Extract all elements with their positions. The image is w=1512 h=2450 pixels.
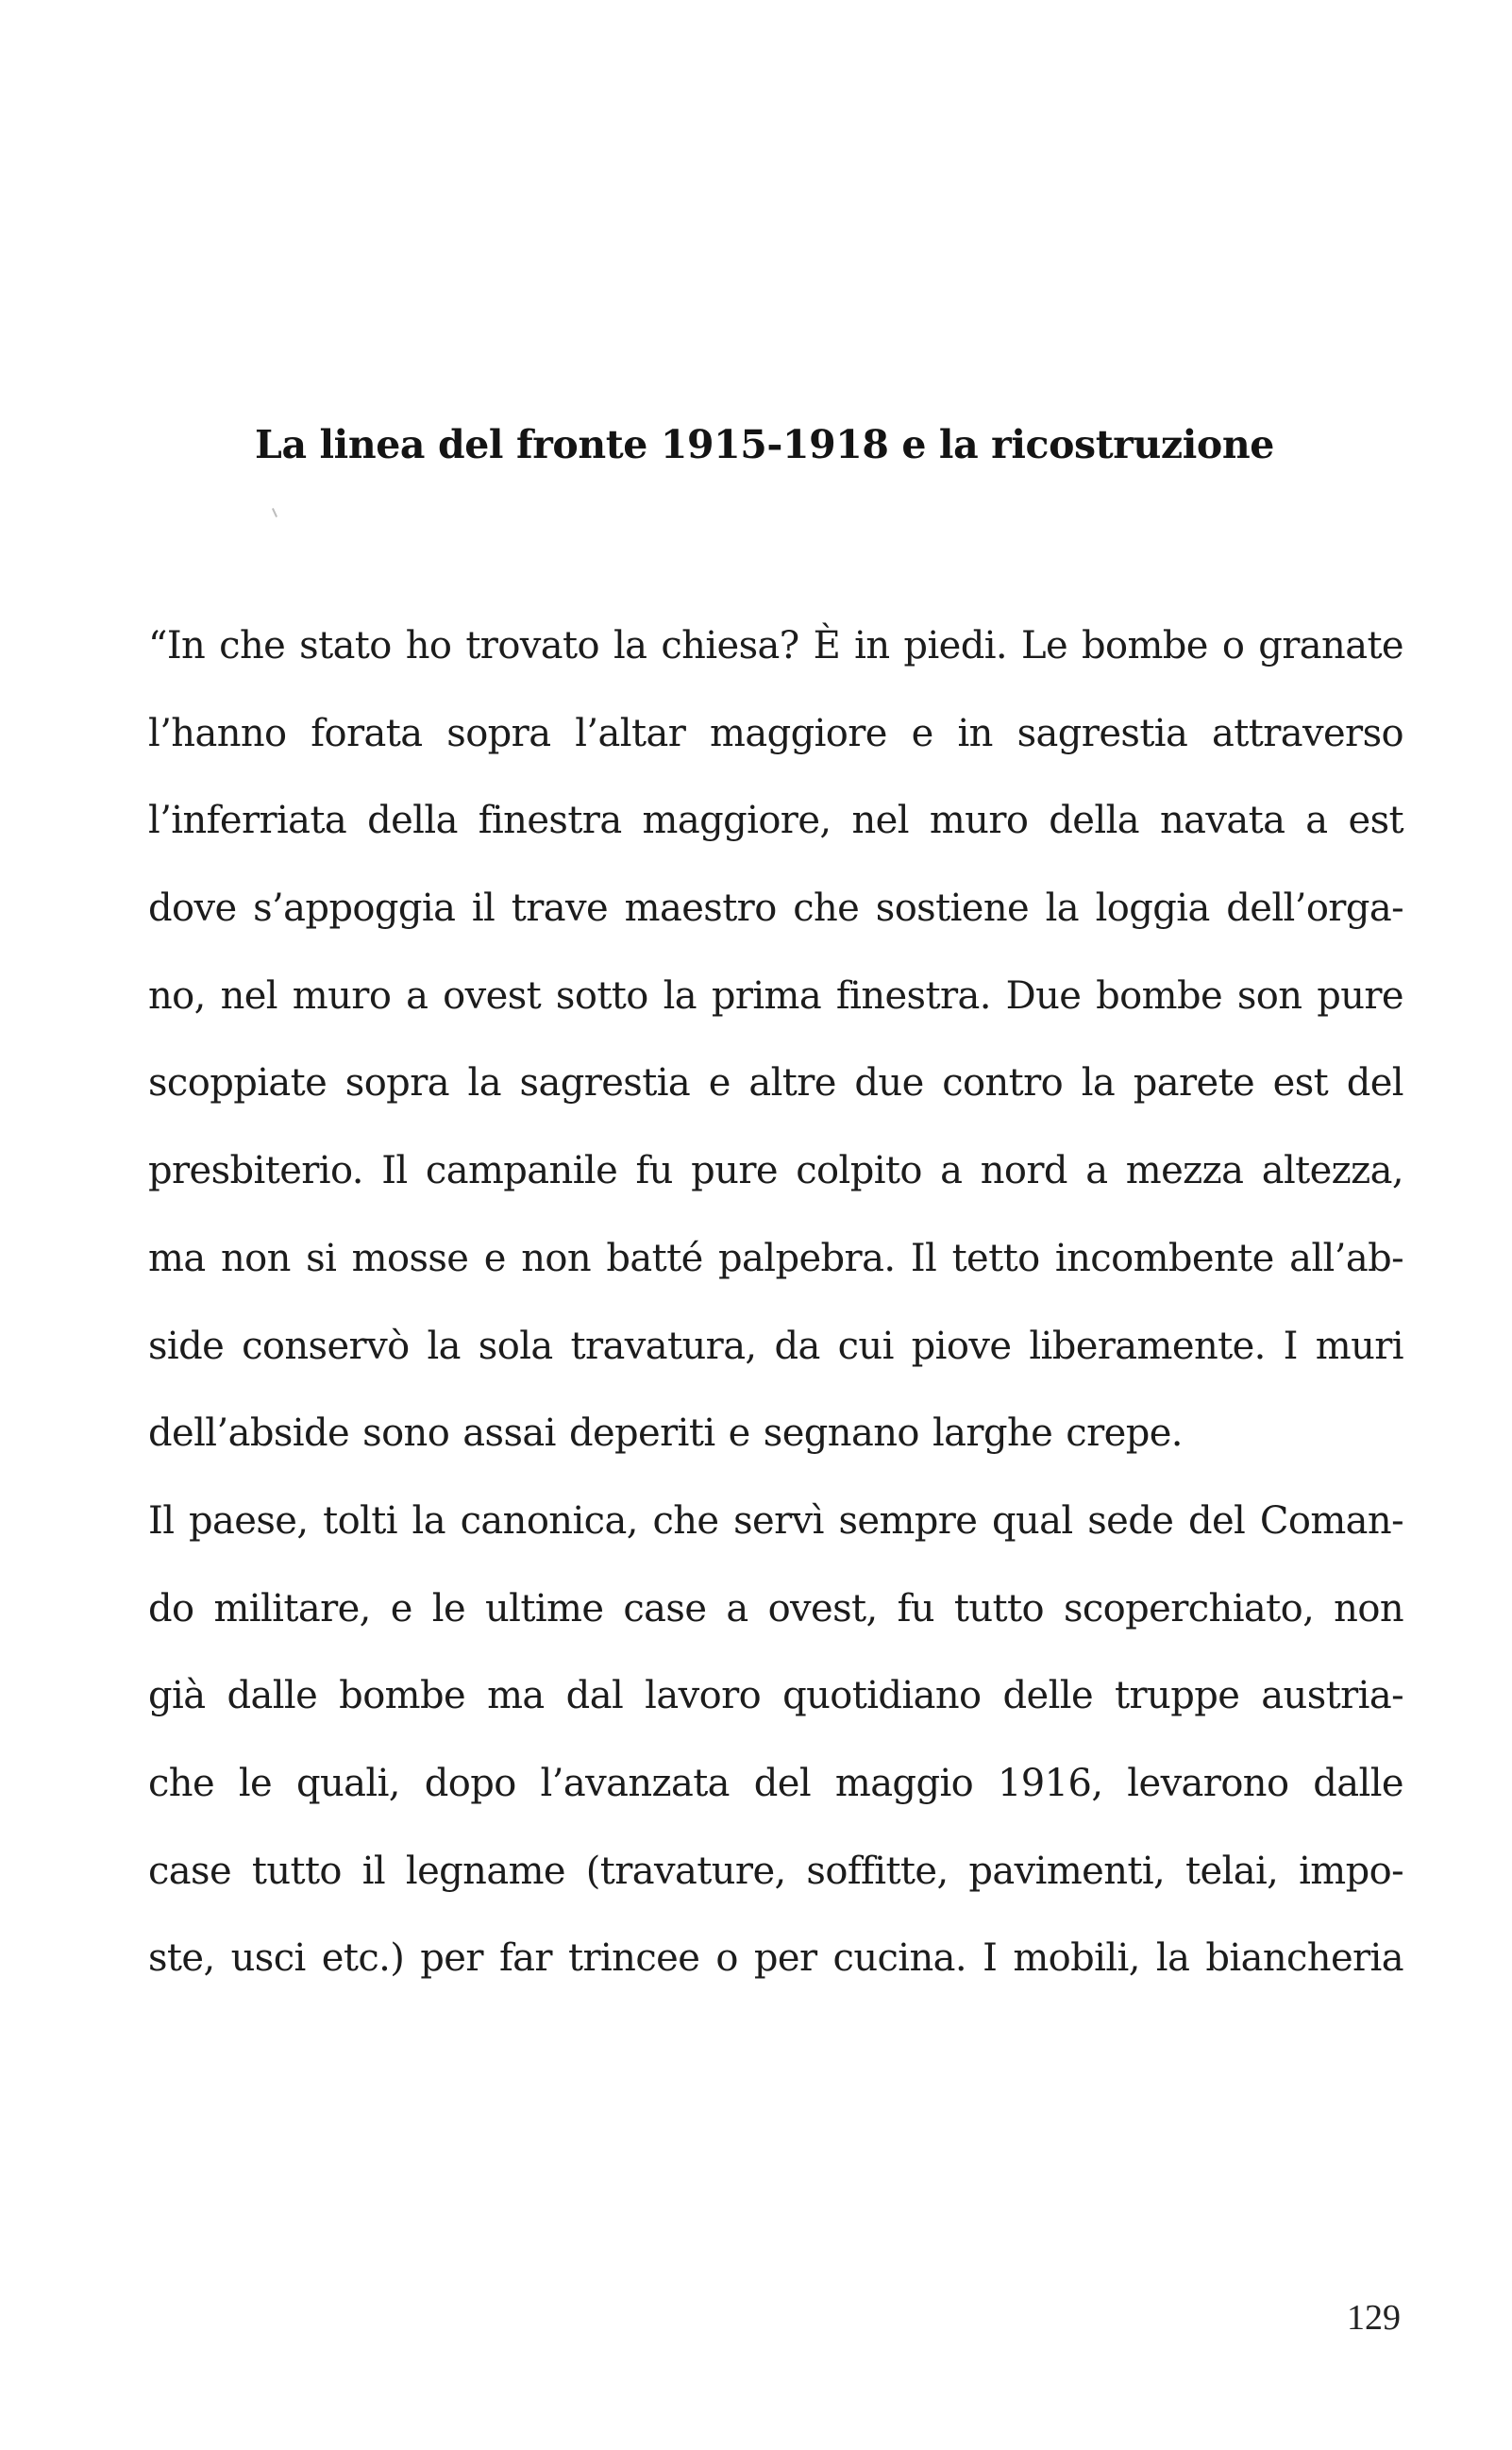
body-text xyxy=(148,602,1403,2002)
text-line: presbiterio. Il campanile fu pure colpito a nord a mezza altezza, xyxy=(148,1149,1403,1193)
scan-speck xyxy=(272,508,277,517)
text-line: ma non si mosse e non batté palpebra. Il tetto incombente all’ab- xyxy=(148,1236,1403,1280)
text-line: ste, usci etc.) per far trincee o per cucina. I mobili, la biancheria xyxy=(148,1936,1403,1981)
text-line: l’inferriata della finestra maggiore, nel muro della navata a est xyxy=(148,799,1403,843)
text-line: no, nel muro a ovest sotto la prima finestra. Due bombe son pure xyxy=(148,973,1403,1018)
text-line: do militare, e le ultime case a ovest, fu tutto scoperchiato, non xyxy=(148,1586,1403,1631)
text-line: l’hanno forata sopra l’altar maggiore e in sagrestia attraverso xyxy=(148,711,1403,755)
text-line: che le quali, dopo l’avanzata del maggio 1916, levarono dalle xyxy=(148,1761,1403,1805)
text-line: scoppiate sopra la sagrestia e altre due contro la parete est del xyxy=(148,1061,1403,1106)
text-line: case tutto il legname (travature, soffitte, pavimenti, telai, impo- xyxy=(148,1849,1403,1893)
text-line: già dalle bombe ma dal lavoro quotidiano delle truppe austria- xyxy=(148,1674,1403,1718)
chapter-title: La linea del fronte 1915-1918 e la ricostruzione xyxy=(255,422,1274,467)
text-line: Il paese, tolti la canonica, che servì sempre qual sede del Coman- xyxy=(148,1498,1403,1543)
text-line: side conservò la sola travatura, da cui piove liberamente. I muri xyxy=(148,1324,1403,1368)
text-line: dove s’appoggia il trave maestro che sostiene la loggia dell’orga- xyxy=(148,887,1403,931)
page-number: 129 xyxy=(1347,2298,1401,2338)
text-line-paragraph-end: dell’abside sono assai deperiti e segnano larghe crepe. xyxy=(148,1411,1183,1456)
text-line: “In che stato ho trovato la chiesa? È in piedi. Le bombe o granate xyxy=(148,624,1403,667)
